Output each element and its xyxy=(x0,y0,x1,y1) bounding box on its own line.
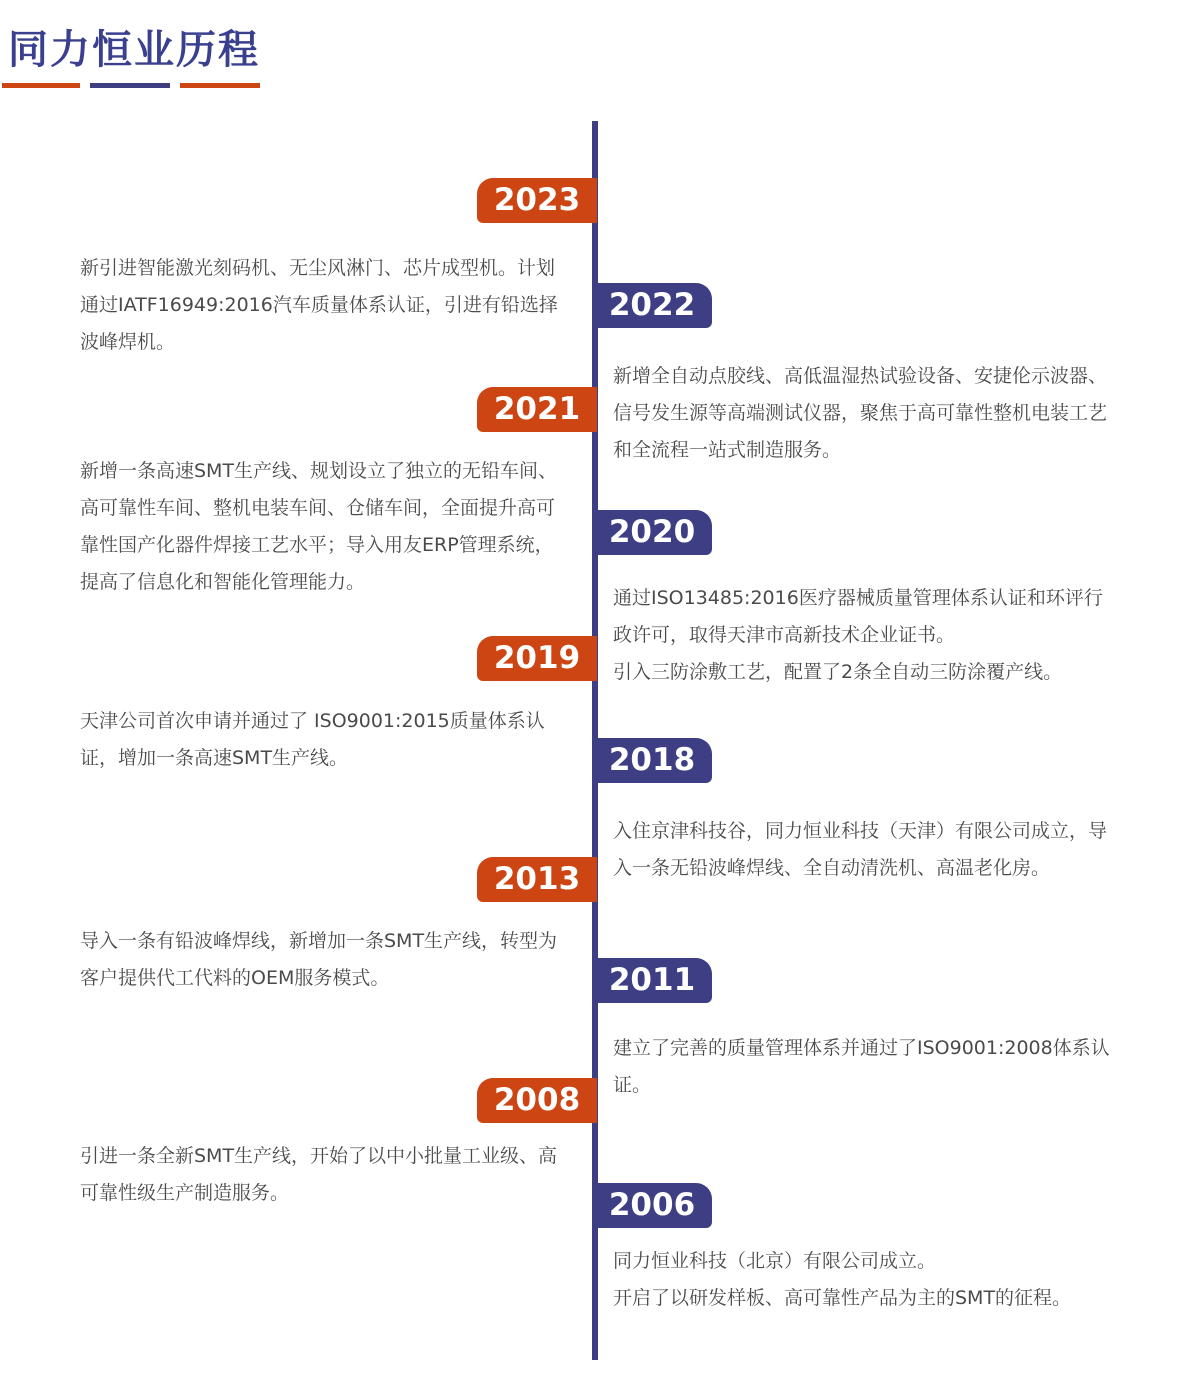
milestone-text-2011: 建立了完善的质量管理体系并通过了ISO9001:2008体系认证。 xyxy=(613,1037,1110,1096)
year-badge-2008: 2008 xyxy=(477,1078,597,1123)
year-badge-2022: 2022 xyxy=(592,283,712,328)
year-badge-2020: 2020 xyxy=(592,510,712,555)
milestone-text-2022: 新增全自动点胶线、高低温湿热试验设备、安捷伦示波器、信号发生源等高端测试仪器，聚焦于高可靠性整机电装工艺和全流程一站式制造服务。 xyxy=(613,365,1108,461)
title-accent-bar-orange-1 xyxy=(2,83,80,88)
year-badge-2011: 2011 xyxy=(592,958,712,1003)
year-badge-2018: 2018 xyxy=(592,738,712,783)
year-badge-2013: 2013 xyxy=(477,857,597,902)
milestone-text-2021: 新增一条高速SMT生产线、规划设立了独立的无铅车间、高可靠性车间、整机电装车间、仓储车间，全面提升高可靠性国产化器件焊接工艺水平；导入用友ERP管理系统，提高了信息化和智能化管理能力。 xyxy=(80,460,558,593)
year-badge-2021: 2021 xyxy=(477,387,597,432)
page-title: 同力恒业历程 xyxy=(8,27,260,73)
year-badge-2019: 2019 xyxy=(477,636,597,681)
title-accent-bar-purple xyxy=(90,83,170,88)
milestone-text-2019: 天津公司首次申请并通过了 ISO9001:2015质量体系认证，增加一条高速SMT生产线。 xyxy=(80,710,545,769)
year-badge-2006: 2006 xyxy=(592,1183,712,1228)
year-badge-2023: 2023 xyxy=(477,178,597,223)
milestone-text-2008: 引进一条全新SMT生产线，开始了以中小批量工业级、高可靠性级生产制造服务。 xyxy=(80,1145,558,1204)
milestone-text-2006: 同力恒业科技（北京）有限公司成立。 开启了以研发样板、高可靠性产品为主的SMT的征程。 xyxy=(613,1250,1072,1309)
milestone-text-2023: 新引进智能激光刻码机、无尘风淋门、芯片成型机。计划通过IATF16949:2016汽车质量体系认证，引进有铅选择波峰焊机。 xyxy=(80,257,558,353)
title-accent-bar-orange-2 xyxy=(180,83,260,88)
milestone-text-2013: 导入一条有铅波峰焊线，新增加一条SMT生产线，转型为客户提供代工代料的OEM服务模式。 xyxy=(80,930,558,989)
milestone-text-2020: 通过ISO13485:2016医疗器械质量管理体系认证和环评行政许可，取得天津市高新技术企业证书。 引入三防涂敷工艺，配置了2条全自动三防涂覆产线。 xyxy=(613,587,1103,683)
milestone-text-2018: 入住京津科技谷，同力恒业科技（天津）有限公司成立，导入一条无铅波峰焊线、全自动清洗机、高温老化房。 xyxy=(613,820,1108,879)
